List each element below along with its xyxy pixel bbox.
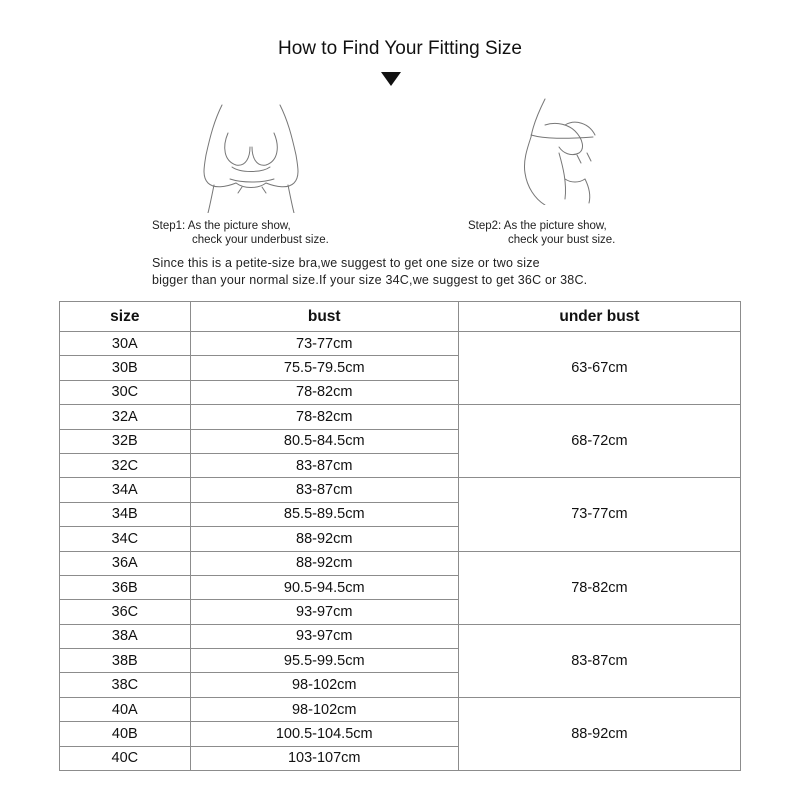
table-row <box>60 405 741 429</box>
bust-cell: 83-87cm <box>190 453 458 477</box>
size-cell: 40A <box>60 697 191 721</box>
bust-cell: 78-82cm <box>190 405 458 429</box>
under-bust-cell: 83-87cm <box>458 624 740 697</box>
size-cell: 30A <box>60 332 191 356</box>
bust-cell: 73-77cm <box>190 332 458 356</box>
size-cell: 30B <box>60 356 191 380</box>
size-advice-note <box>152 255 752 289</box>
bust-cell: 103-107cm <box>190 746 458 770</box>
bust-cell: 78-82cm <box>190 380 458 404</box>
size-cell: 32B <box>60 429 191 453</box>
step1-line1: Step1: As the picture show, <box>152 220 291 232</box>
size-cell: 36B <box>60 575 191 599</box>
down-arrow-icon <box>381 72 401 86</box>
size-cell: 30C <box>60 380 191 404</box>
table-header-row <box>60 302 741 332</box>
under-bust-cell: 73-77cm <box>458 478 740 551</box>
bust-cell: 85.5-89.5cm <box>190 502 458 526</box>
bust-cell: 98-102cm <box>190 697 458 721</box>
table-row <box>60 478 741 502</box>
bust-cell: 93-97cm <box>190 600 458 624</box>
bust-cell: 100.5-104.5cm <box>190 722 458 746</box>
table-row <box>60 332 741 356</box>
header-under-bust: under bust <box>458 302 740 332</box>
under-bust-cell: 78-82cm <box>458 551 740 624</box>
under-bust-cell: 88-92cm <box>458 697 740 770</box>
step2-line2: check your bust size. <box>508 234 616 246</box>
bust-cell: 90.5-94.5cm <box>190 575 458 599</box>
bust-cell: 95.5-99.5cm <box>190 649 458 673</box>
size-cell: 38B <box>60 649 191 673</box>
note-line2: bigger than your normal size.If your size 34C,we suggest to get 36C or 38C. <box>152 273 588 287</box>
header-bust: bust <box>190 302 458 332</box>
bust-cell: 88-92cm <box>190 527 458 551</box>
size-cell: 34C <box>60 527 191 551</box>
size-cell: 36C <box>60 600 191 624</box>
step1-line2: check your underbust size. <box>192 234 329 246</box>
table-row <box>60 697 741 721</box>
page-title: How to Find Your Fitting Size <box>278 38 522 59</box>
step2-instruction <box>468 219 615 247</box>
size-cell: 38C <box>60 673 191 697</box>
under-bust-cell: 63-67cm <box>458 332 740 405</box>
bust-cell: 75.5-79.5cm <box>190 356 458 380</box>
bust-cell: 83-87cm <box>190 478 458 502</box>
table-row <box>60 551 741 575</box>
size-cell: 34B <box>60 502 191 526</box>
table-row <box>60 624 741 648</box>
bust-cell: 93-97cm <box>190 624 458 648</box>
header-size: size <box>60 302 191 332</box>
size-cell: 40C <box>60 746 191 770</box>
bust-measure-illustration <box>505 95 615 205</box>
bust-cell: 80.5-84.5cm <box>190 429 458 453</box>
size-cell: 40B <box>60 722 191 746</box>
underbust-measure-illustration <box>192 103 312 213</box>
size-cell: 32A <box>60 405 191 429</box>
under-bust-cell: 68-72cm <box>458 405 740 478</box>
step1-instruction <box>152 219 329 247</box>
size-cell: 32C <box>60 453 191 477</box>
size-cell: 38A <box>60 624 191 648</box>
size-cell: 36A <box>60 551 191 575</box>
bust-cell: 98-102cm <box>190 673 458 697</box>
size-cell: 34A <box>60 478 191 502</box>
bust-cell: 88-92cm <box>190 551 458 575</box>
size-chart-table <box>59 301 741 771</box>
step2-line1: Step2: As the picture show, <box>468 220 607 232</box>
note-line1: Since this is a petite-size bra,we suggest to get one size or two size <box>152 256 540 270</box>
